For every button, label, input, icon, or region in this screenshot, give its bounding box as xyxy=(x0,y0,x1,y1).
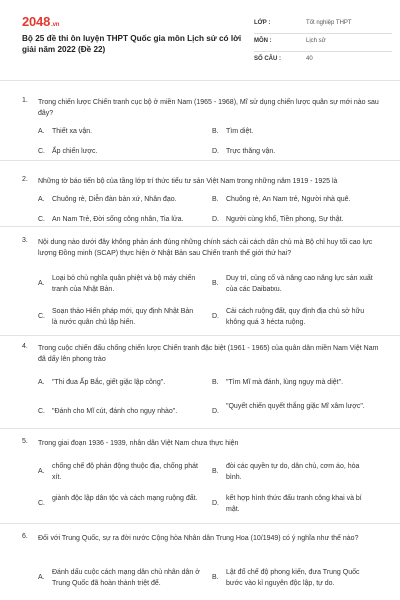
option-text: Chuông rè, Diễn đàn bản xứ, Nhân đạo. xyxy=(52,196,177,203)
divider xyxy=(0,80,400,81)
question-number: 5. xyxy=(22,438,28,445)
option-letter: D. xyxy=(212,148,219,155)
option-letter: A. xyxy=(38,280,45,287)
meta-value: Tốt nghiệp THPT xyxy=(306,20,352,26)
question-number: 1. xyxy=(22,97,28,104)
document-header xyxy=(22,14,382,74)
option-text: Duy trì, củng cố và nâng cao năng lực sản xuất của các Daibatxu. xyxy=(226,275,373,293)
option-letter: B. xyxy=(212,196,219,203)
site-logo[interactable] xyxy=(22,14,59,29)
option-text: Cải cách ruộng đất, quy định địa chủ sở hữu không quá 3 hécta ruộng. xyxy=(226,308,365,326)
option-text: "Tìm Mĩ mà đánh, lùng ngụy mà diệt". xyxy=(226,379,344,386)
question-number: 2. xyxy=(22,176,28,183)
question-number: 3. xyxy=(22,237,28,244)
question-2 xyxy=(22,176,380,226)
option-text: "Quyết chiến quyết thắng giặc Mĩ xâm lược". xyxy=(226,403,365,410)
option-text: Chuông rè, An Nam trẻ, Người nhà quê. xyxy=(226,196,351,203)
option-letter: B. xyxy=(212,379,219,386)
option-text: giành độc lập dân tộc và cách mạng ruộng đất. xyxy=(52,495,198,502)
question-5 xyxy=(22,438,380,523)
option-letter: C. xyxy=(38,216,45,223)
option-letter: A. xyxy=(38,574,45,581)
meta-row-subject xyxy=(254,34,392,52)
option-letter: D. xyxy=(212,500,219,507)
option-text: Loại bỏ chủ nghĩa quân phiệt và bộ máy chiến tranh của Nhật Bản. xyxy=(52,275,196,293)
option-letter: B. xyxy=(212,468,219,475)
option-letter: A. xyxy=(38,379,45,386)
document-title: Bộ 25 đề thi ôn luyện THPT Quốc gia môn Lịch sử có lời giải năm 2022 (Đề 22) xyxy=(22,34,242,54)
option-letter: D. xyxy=(212,313,219,320)
question-number: 4. xyxy=(22,343,28,350)
option-letter: D. xyxy=(212,216,219,223)
option-letter: B. xyxy=(212,128,219,135)
meta-row-class xyxy=(254,16,392,34)
option-text: chống chế độ phản động thuộc địa, chống phát xít. xyxy=(52,463,198,481)
option-text: Người cùng khổ, Tiền phong, Sự thật. xyxy=(226,216,344,223)
option-text: Trực thăng vận. xyxy=(226,148,276,155)
meta-value: Lịch sử xyxy=(306,38,326,44)
question-1 xyxy=(22,97,380,155)
option-text: Đánh dấu cuộc cách mạng dân chủ nhân dân ở Trung Quốc đã hoàn thành triệt để. xyxy=(52,569,200,587)
option-text: Thiết xa vận. xyxy=(52,128,93,135)
option-letter: C. xyxy=(38,313,45,320)
option-letter: B. xyxy=(212,280,219,287)
option-letter: C. xyxy=(38,500,45,507)
logo-main: 2048 xyxy=(22,14,51,29)
option-text: "Đánh cho Mĩ cút, đánh cho ngụy nhào". xyxy=(52,408,178,415)
question-6 xyxy=(22,533,380,595)
divider xyxy=(0,335,400,336)
option-text: đòi các quyền tự do, dân chủ, cơm áo, hòa bình. xyxy=(226,463,360,481)
option-text: Soạn thảo Hiến pháp mới, quy định Nhật Bản là nước quân chủ lập hiến. xyxy=(52,308,194,326)
question-4 xyxy=(22,343,380,423)
option-letter: A. xyxy=(38,128,45,135)
option-letter: B. xyxy=(212,574,219,581)
question-text: Trong giai đoạn 1936 - 1939, nhân dân Việt Nam chưa thực hiện xyxy=(38,440,239,447)
meta-label: LỚP : xyxy=(254,20,271,26)
option-text: An Nam Trẻ, Đời sống công nhân, Tia lửa. xyxy=(52,216,184,223)
option-letter: A. xyxy=(38,468,45,475)
question-text: Trong cuộc chiến đấu chống chiến lược Chiến tranh đặc biệt (1961 - 1965) của quân dân miền Nam Việt Nam đã dấy lên phong trào xyxy=(38,345,379,363)
option-letter: D. xyxy=(212,408,219,415)
meta-panel xyxy=(254,16,392,70)
question-text: Nội dung nào dưới đây không phản ánh đúng những chính sách cải cách dân chủ mà Bộ chỉ huy tối cao lực lượng Đồng minh (SCAP) thực hiện ở Nhật Bản sau Chiến tranh thế giới thứ hai? xyxy=(38,239,373,257)
divider xyxy=(0,428,400,429)
divider xyxy=(0,523,400,524)
question-text: Những tờ báo tiến bộ của tầng lớp trí thức tiểu tư sản Việt Nam trong những năm 1919 - 1925 là xyxy=(38,178,338,185)
divider xyxy=(0,226,400,227)
option-text: Tìm diệt. xyxy=(226,128,254,135)
question-3 xyxy=(22,237,380,337)
option-text: Lật đổ chế độ phong kiến, đưa Trung Quốc bước vào kỉ nguyên độc lập, tự do. xyxy=(226,569,360,587)
meta-label: MÔN : xyxy=(254,38,272,44)
meta-row-count xyxy=(254,52,392,70)
option-text: "Thi đua Ấp Bắc, giết giặc lập công". xyxy=(52,379,166,386)
question-text: Trong chiến lược Chiến tranh cục bộ ở miền Nam (1965 - 1968), Mĩ sử dụng chiến lược quân sự mới nào sau đây? xyxy=(38,99,379,117)
meta-label: SỐ CÂU : xyxy=(254,56,281,62)
question-text: Đối với Trung Quốc, sự ra đời nước Cộng hòa Nhân dân Trung Hoa (10/1949) có ý nghĩa như thế nào? xyxy=(38,535,359,542)
option-letter: C. xyxy=(38,408,45,415)
option-text: kết hợp hình thức đấu tranh công khai và bí mật. xyxy=(226,495,362,513)
option-letter: A. xyxy=(38,196,45,203)
option-text: Ấp chiến lược. xyxy=(52,148,98,155)
divider xyxy=(0,160,400,161)
option-letter: C. xyxy=(38,148,45,155)
question-number: 6. xyxy=(22,533,28,540)
logo-suffix: .vn xyxy=(51,22,60,28)
meta-value: 40 xyxy=(306,56,313,62)
